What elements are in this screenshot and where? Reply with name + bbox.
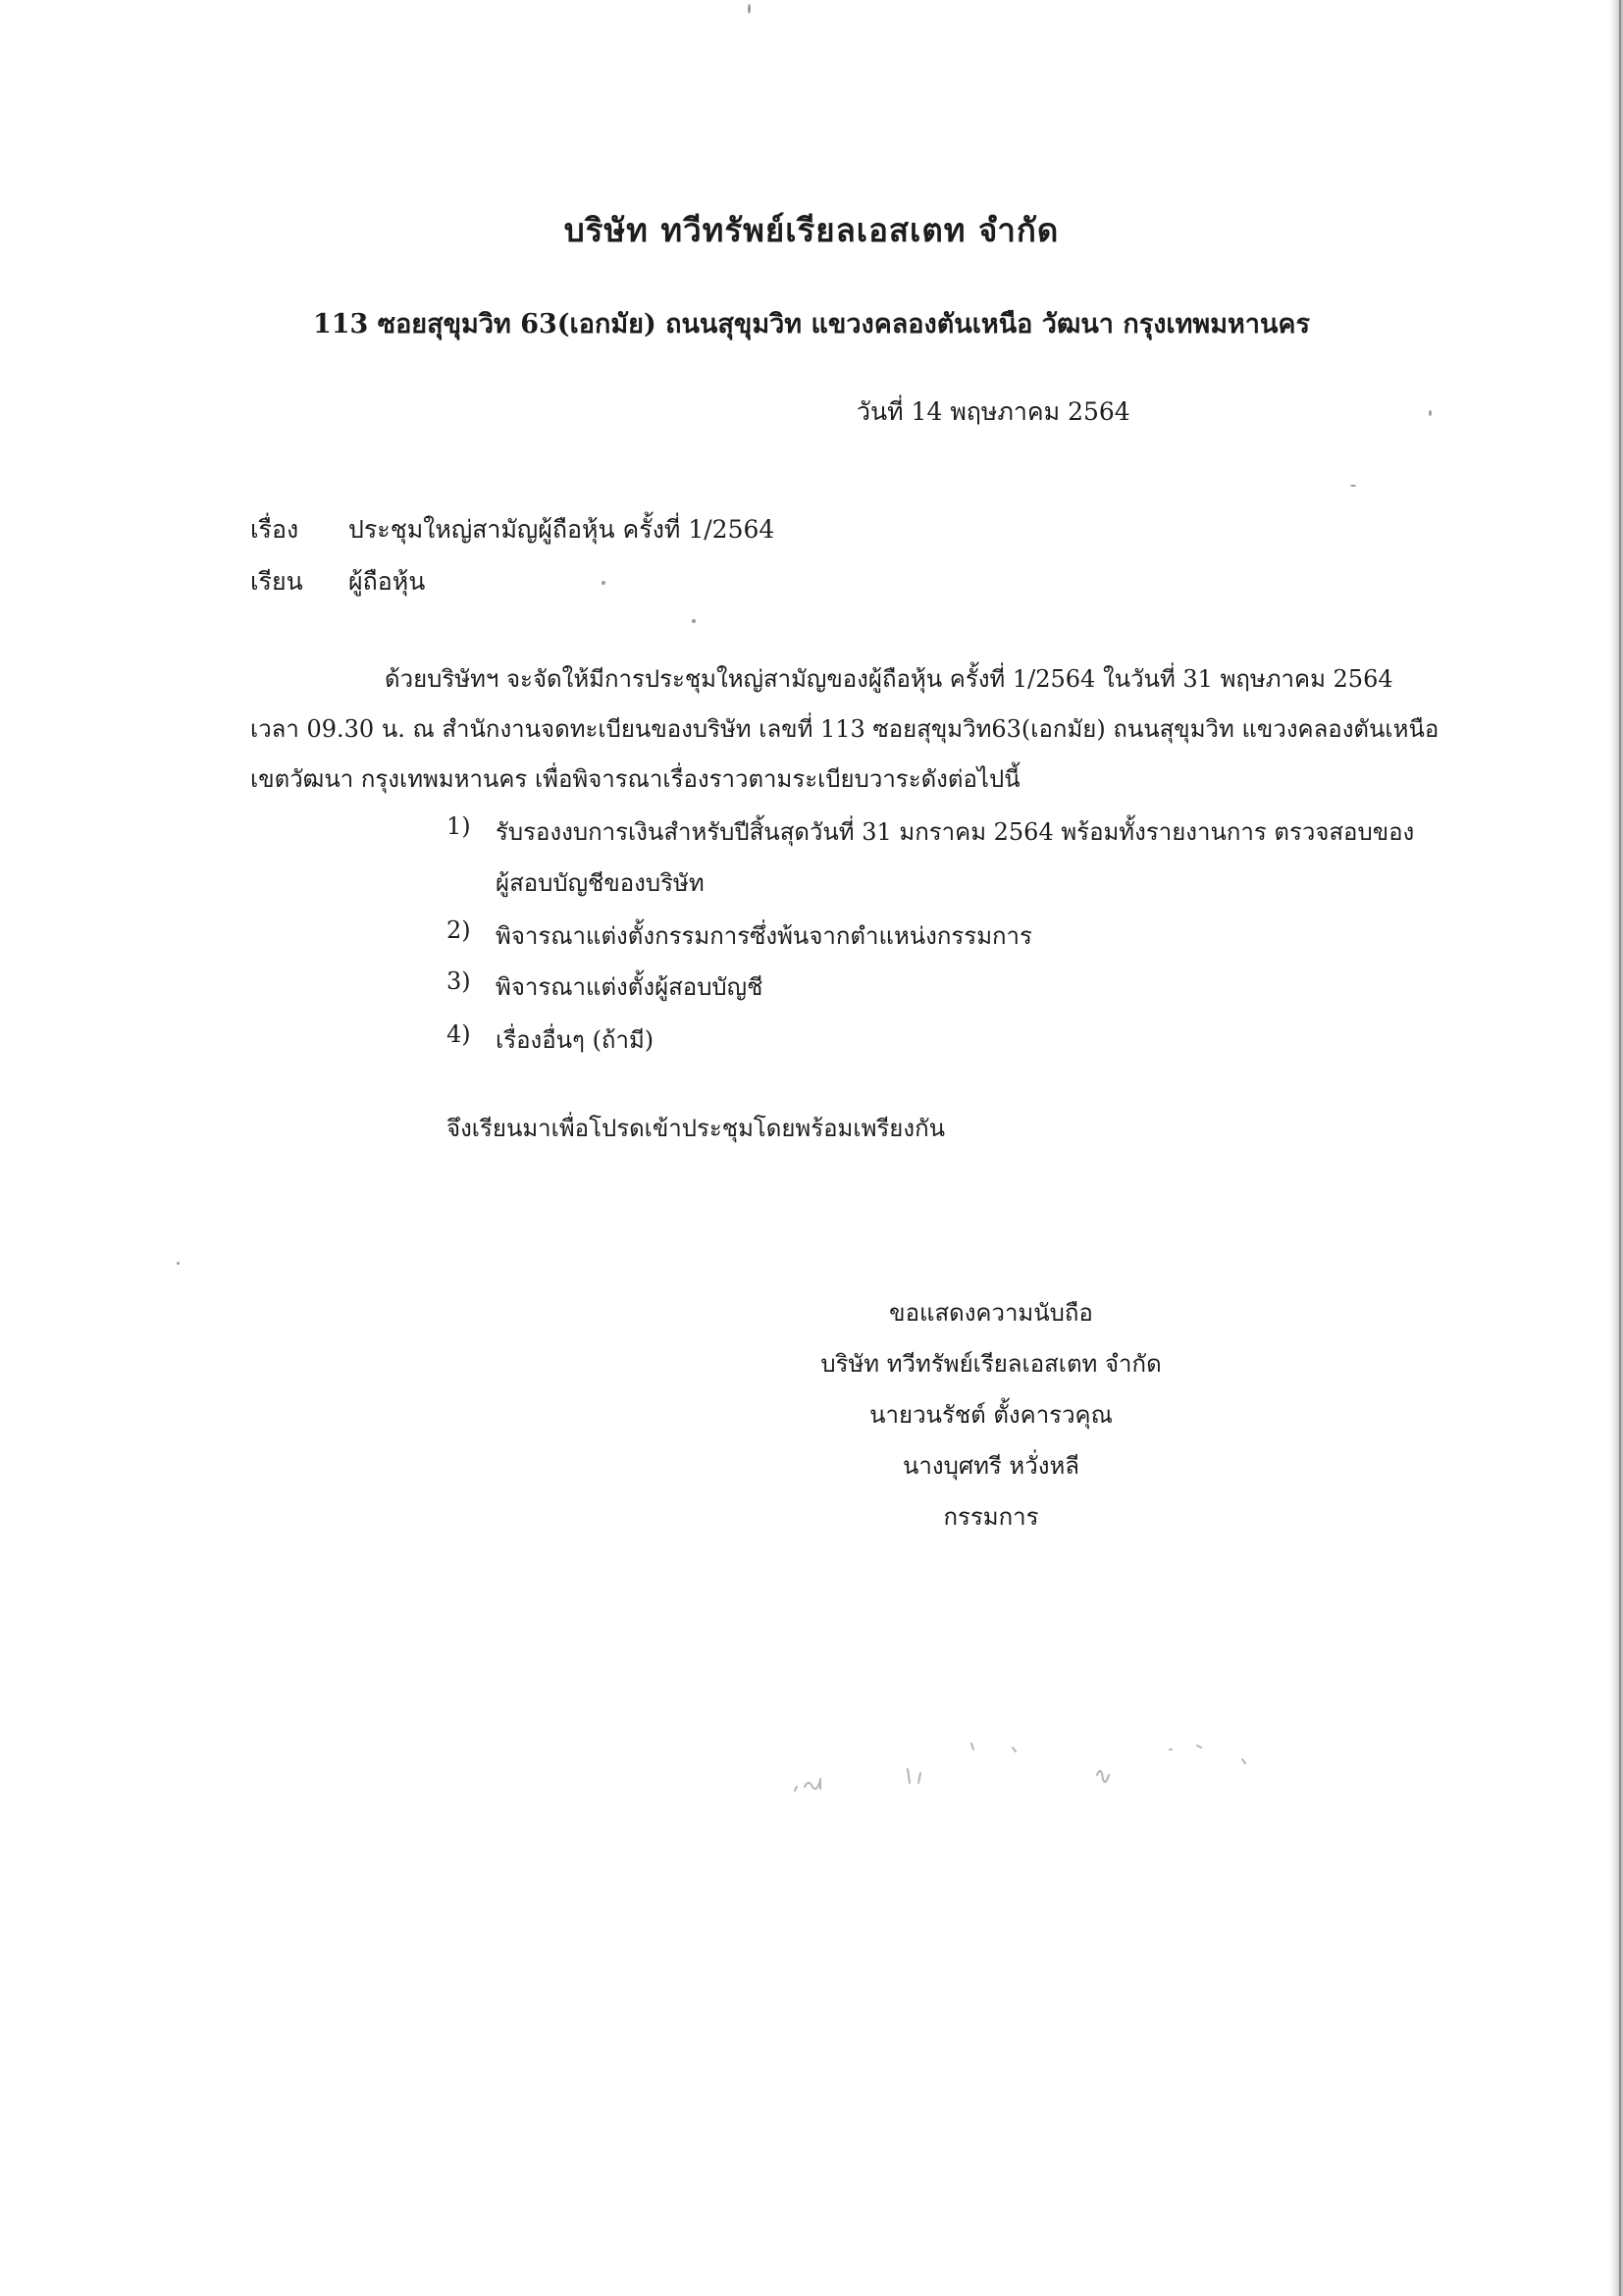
signature-company: บริษัท ทวีทรัพย์เรียลเอสเตท จำกัด — [820, 1350, 1162, 1378]
company-name: บริษัท ทวีทรัพย์เรียลเอสเตท จำกัด — [563, 211, 1060, 249]
subject-row — [250, 510, 774, 549]
scan-speck — [692, 619, 696, 623]
recipient-text: ผู้ถือหุ้น — [348, 567, 426, 596]
agenda-text: พิจารณาแต่งตั้งผู้สอบบัญชี — [496, 973, 763, 1001]
body-line-1: ด้วยบริษัทฯ จะจัดให้มีการประชุมใหญ่สามัญของผู้ถือหุ้น ครั้งที่ 1/2564 ในวันที่ 31 พฤษภาคม 2564 — [385, 665, 1393, 693]
agenda-number: 3) — [446, 967, 471, 995]
agenda-number: 2) — [446, 916, 471, 944]
agenda-text: เรื่องอื่นๆ (ถ้ามี) — [496, 1026, 654, 1054]
agenda-number: 1) — [446, 812, 471, 840]
signer-title: กรรมการ — [943, 1503, 1039, 1531]
body-line-3: เขตวัฒนา กรุงเทพมหานคร เพื่อพิจารณาเรื่องราวตามระเบียบวาระดังต่อไปนี้ — [250, 765, 1021, 793]
regards-line: ขอแสดงความนับถือ — [889, 1299, 1093, 1327]
recipient-label: เรียน — [250, 567, 303, 596]
scan-speck — [1350, 485, 1356, 487]
subject-label: เรื่อง — [250, 515, 299, 544]
signer-name-1: นายวนรัชต์ ตั้งคารวคุณ — [869, 1401, 1113, 1429]
agenda-text: รับรองงบการเงินสำหรับปีสิ้นสุดวันที่ 31 มกราคม 2564 พร้อมทั้งรายงานการ ตรวจสอบของ — [496, 818, 1415, 846]
closing-sentence: จึงเรียนมาเพื่อโปรดเข้าประชุมโดยพร้อมเพรียงกัน — [446, 1115, 946, 1142]
scan-speck — [602, 581, 605, 585]
scan-speck — [748, 4, 751, 14]
faint-signature-marks — [785, 1722, 1295, 1810]
subject-text: ประชุมใหญ่สามัญผู้ถือหุ้น ครั้งที่ 1/2564 — [348, 515, 775, 544]
recipient-row — [250, 562, 425, 601]
scan-speck — [1429, 410, 1432, 416]
letter-date: วันที่ 14 พฤษภาคม 2564 — [857, 397, 1130, 426]
scan-edge-line — [1619, 0, 1621, 2296]
agenda-text-continuation: ผู้สอบบัญชีของบริษัท — [496, 869, 705, 897]
agenda-text: พิจารณาแต่งตั้งกรรมการซึ่งพ้นจากตำแหน่งกรรมการ — [496, 922, 1032, 950]
company-address: 113 ซอยสุขุมวิท 63(เอกมัย) ถนนสุขุมวิท แขวงคลองตันเหนือ วัฒนา กรุงเทพมหานคร — [312, 309, 1310, 339]
signer-name-2: นางบุศทรี หวั่งหลี — [903, 1452, 1079, 1480]
scan-speck — [177, 1262, 180, 1265]
body-line-2: เวลา 09.30 น. ณ สำนักงานจดทะเบียนของบริษัท เลขที่ 113 ซอยสุขุมวิท63(เอกมัย) ถนนสุขุมวิท แขวงคลองตันเหนือ — [250, 715, 1440, 743]
agenda-number: 4) — [446, 1020, 471, 1048]
